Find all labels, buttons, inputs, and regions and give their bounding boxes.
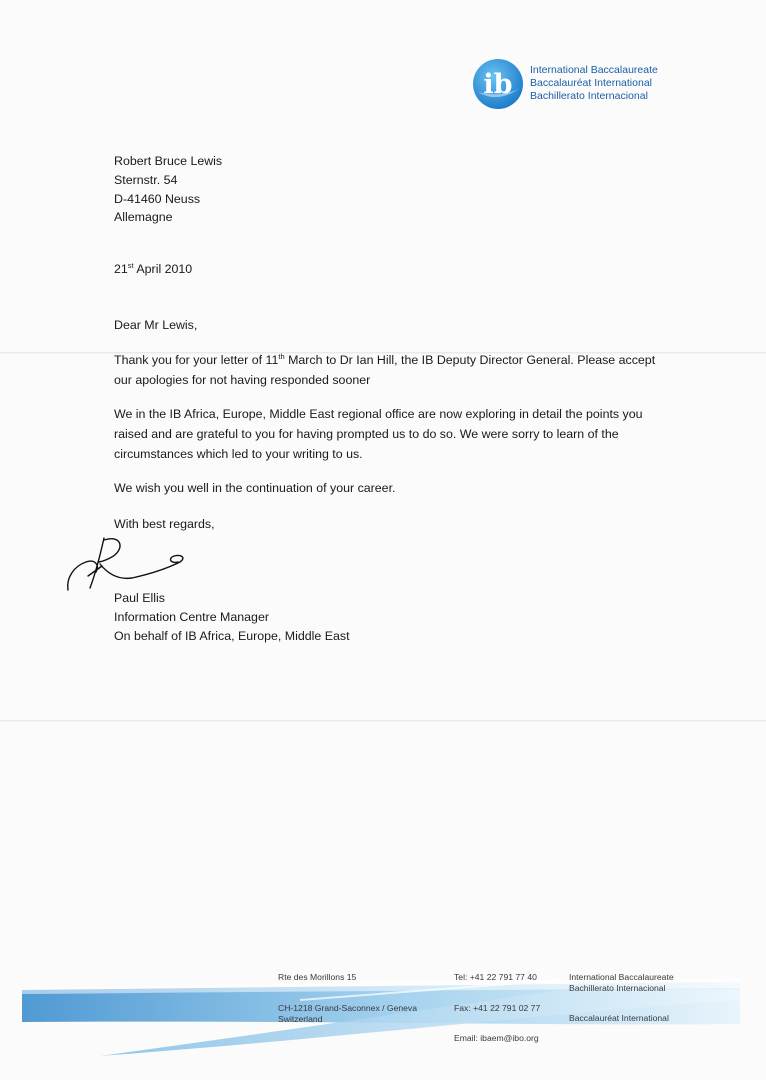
letter-date	[114, 260, 192, 279]
footer-city: CH-1218 Grand-Saconnex / Geneva	[278, 1003, 418, 1013]
footer-country: Switzerland	[278, 1014, 323, 1024]
para1-after: March to Dr Ian Hill, the IB Deputy Director General. Please accept our apologies for not having responded sooner	[114, 353, 656, 387]
footer-tel: Tel: +41 22 791 77 40	[454, 972, 537, 982]
signer-name: Paul Ellis	[114, 591, 165, 605]
logo-line-spanish: Bachillerato Internacional	[530, 90, 648, 102]
ib-logo-mark	[472, 58, 524, 110]
letterhead-footer	[0, 960, 766, 1080]
para1-suffix: th	[278, 352, 285, 361]
body-paragraph-3: We wish you well in the continuation of your career.	[114, 481, 396, 495]
recipient-country: Allemagne	[114, 210, 173, 225]
body-paragraph-2: We in the IB Africa, Europe, Middle East regional office are now exploring in detail the points you raised and are grateful to you for having prompted us to do so. We were sorry to learn of the circumstances which led to your writing to us.	[114, 407, 643, 461]
date-rest: April 2010	[136, 262, 193, 276]
footer-org-spanish: Bachillerato Internacional	[569, 983, 666, 993]
footer-org-english: International Baccalaureate	[569, 972, 674, 982]
handwritten-signature	[60, 528, 195, 598]
signer-block	[114, 589, 350, 645]
footer-email: Email: ibaem@ibo.org	[454, 1033, 539, 1043]
date-day: 21	[114, 262, 128, 276]
signer-title: Information Centre Manager	[114, 609, 269, 624]
salutation: Dear Mr Lewis,	[114, 318, 198, 332]
closing: With best regards,	[114, 517, 215, 531]
logo-line-french: Baccalauréat International	[530, 77, 652, 89]
body-paragraph-1	[114, 350, 674, 390]
date-suffix: st	[127, 261, 134, 270]
para1-before: Thank you for your letter of 11	[114, 353, 279, 367]
recipient-address	[114, 152, 222, 227]
ib-logo-wordmark	[530, 64, 658, 103]
footer-org-french: Baccalauréat International	[569, 1013, 669, 1023]
logo-line-english: International Baccalaureate	[530, 64, 658, 76]
recipient-street: Sternstr. 54	[114, 172, 178, 187]
recipient-city: D-41460 Neuss	[114, 191, 201, 206]
paper-fold-lower	[0, 720, 766, 722]
recipient-name: Robert Bruce Lewis	[114, 154, 223, 168]
footer-street: Rte des Morillons 15	[278, 972, 357, 982]
ib-logo-text: ib	[483, 69, 513, 100]
signer-behalf: On behalf of IB Africa, Europe, Middle East	[114, 628, 350, 643]
footer-fax: Fax: +41 22 791 02 77	[454, 1003, 541, 1013]
